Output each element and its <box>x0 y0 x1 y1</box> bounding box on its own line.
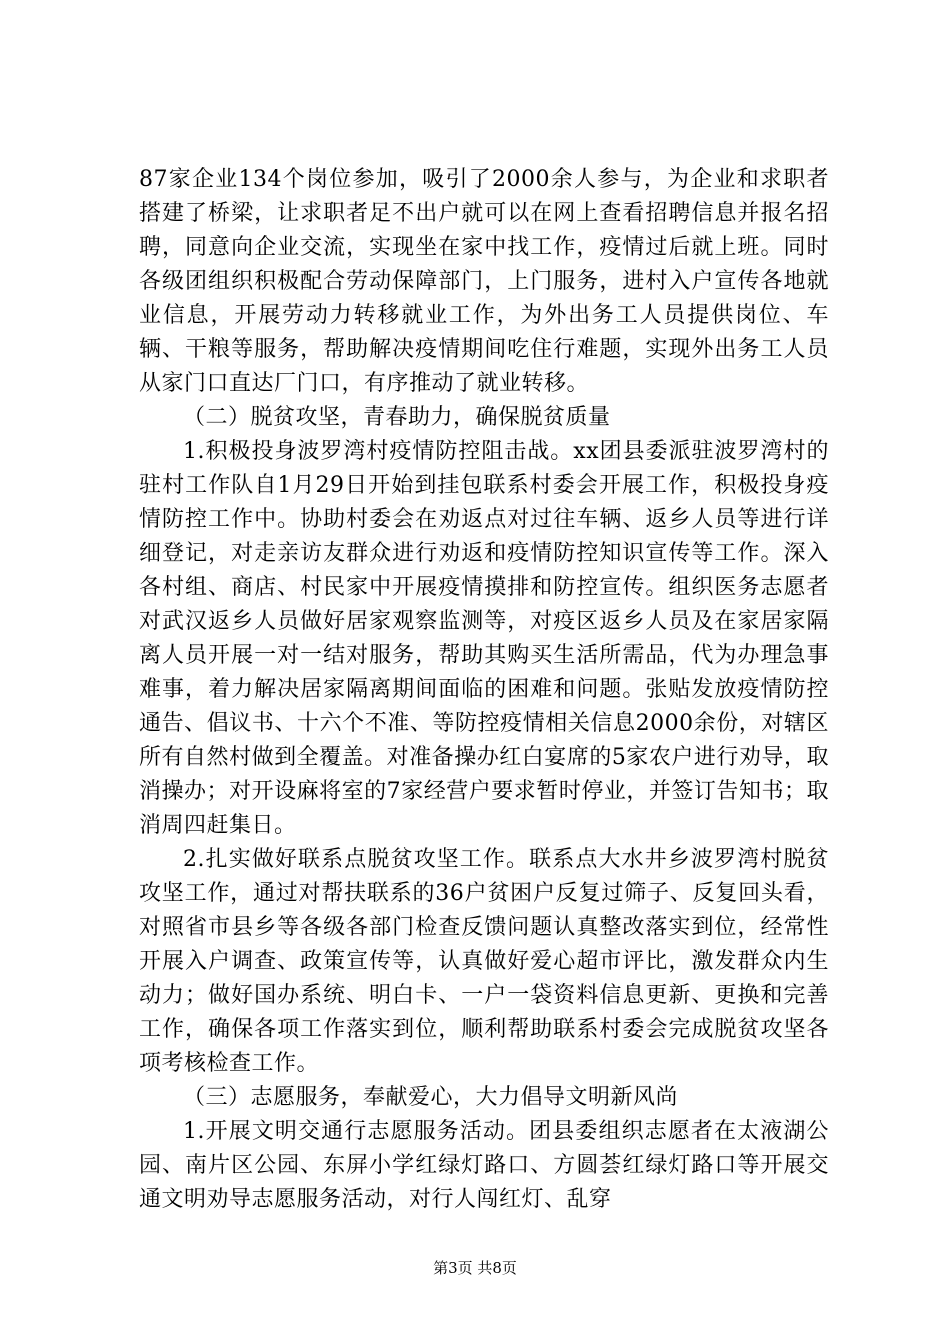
paragraph-poverty-work: 2.扎实做好联系点脱贫攻坚工作。联系点大水井乡波罗湾村脱贫攻坚工作，通过对帮扶联系的36户贫困户反复过筛子、反复回头看，对照省市县乡等各级各部门检查反馈问题认真整改落实到位，经常性开展入户调查、政策宣传等，认真做好爱心超市评比，激发群众内生动力；做好国办系统、明白卡、一户一袋资料信息更新、更换和完善工作，确保各项工作落实到位，顺利帮助联系村委会完成脱贫攻坚各项考核检查工作。 <box>139 847 829 1076</box>
paragraph-epidemic-prevention: 1.积极投身波罗湾村疫情防控阻击战。xx团县委派驻波罗湾村的驻村工作队自1月29日开始到挂包联系村委会开展工作，积极投身疫情防控工作中。协助村委会在劝返点对过往车辆、返乡人员等进行详细登记，对走亲访友群众进行劝返和疫情防控知识宣传等工作。深入各村组、商店、村民家中开展疫情摸排和防控宣传。组织医务志愿者对武汉返乡人员做好居家观察监测等，对疫区返乡人员及在家居家隔离人员开展一对一结对服务，帮助其购买生活所需品，代为办理急事难事，着力解决居家隔离期间面临的困难和问题。张贴发放疫情防控通告、倡议书、十六个不准、等防控疫情相关信息2000余份，对辖区所有自然村做到全覆盖。对准备操办红白宴席的5家农户进行劝导，取消操办；对开设麻将室的7家经营户要求暂时停业，并签订告知书；取消周四赶集日。 <box>139 439 829 838</box>
paragraph-traffic-volunteer: 1.开展文明交通行志愿服务活动。团县委组织志愿者在太液湖公园、南片区公园、东屏小学红绿灯路口、方圆荟红绿灯路口等开展交通文明劝导志愿服务活动，对行人闯红灯、乱穿 <box>139 1119 829 1212</box>
paragraph-employment-continued: 87家企业134个岗位参加，吸引了2000余人参与，为企业和求职者搭建了桥梁，让求职者足不出户就可以在网上查看招聘信息并报名招聘，同意向企业交流，实现坐在家中找工作，疫情过后就上班。同时各级团组织积极配合劳动保障部门，上门服务，进村入户宣传各地就业信息，开展劳动力转移就业工作，为外出务工人员提供岗位、车辆、干粮等服务，帮助解决疫情期间吃住行难题，实现外出务工人员从家门口直达厂门口，有序推动了就业转移。 <box>139 167 829 396</box>
section-heading-poverty-alleviation: （二）脱贫攻坚，青春助力，确保脱贫质量 <box>183 405 611 430</box>
section-heading-volunteer-service: （三）志愿服务，奉献爱心，大力倡导文明新风尚 <box>183 1085 679 1110</box>
page-footer: 第3页 共8页 <box>433 1259 517 1277</box>
document-body <box>139 163 829 1217</box>
